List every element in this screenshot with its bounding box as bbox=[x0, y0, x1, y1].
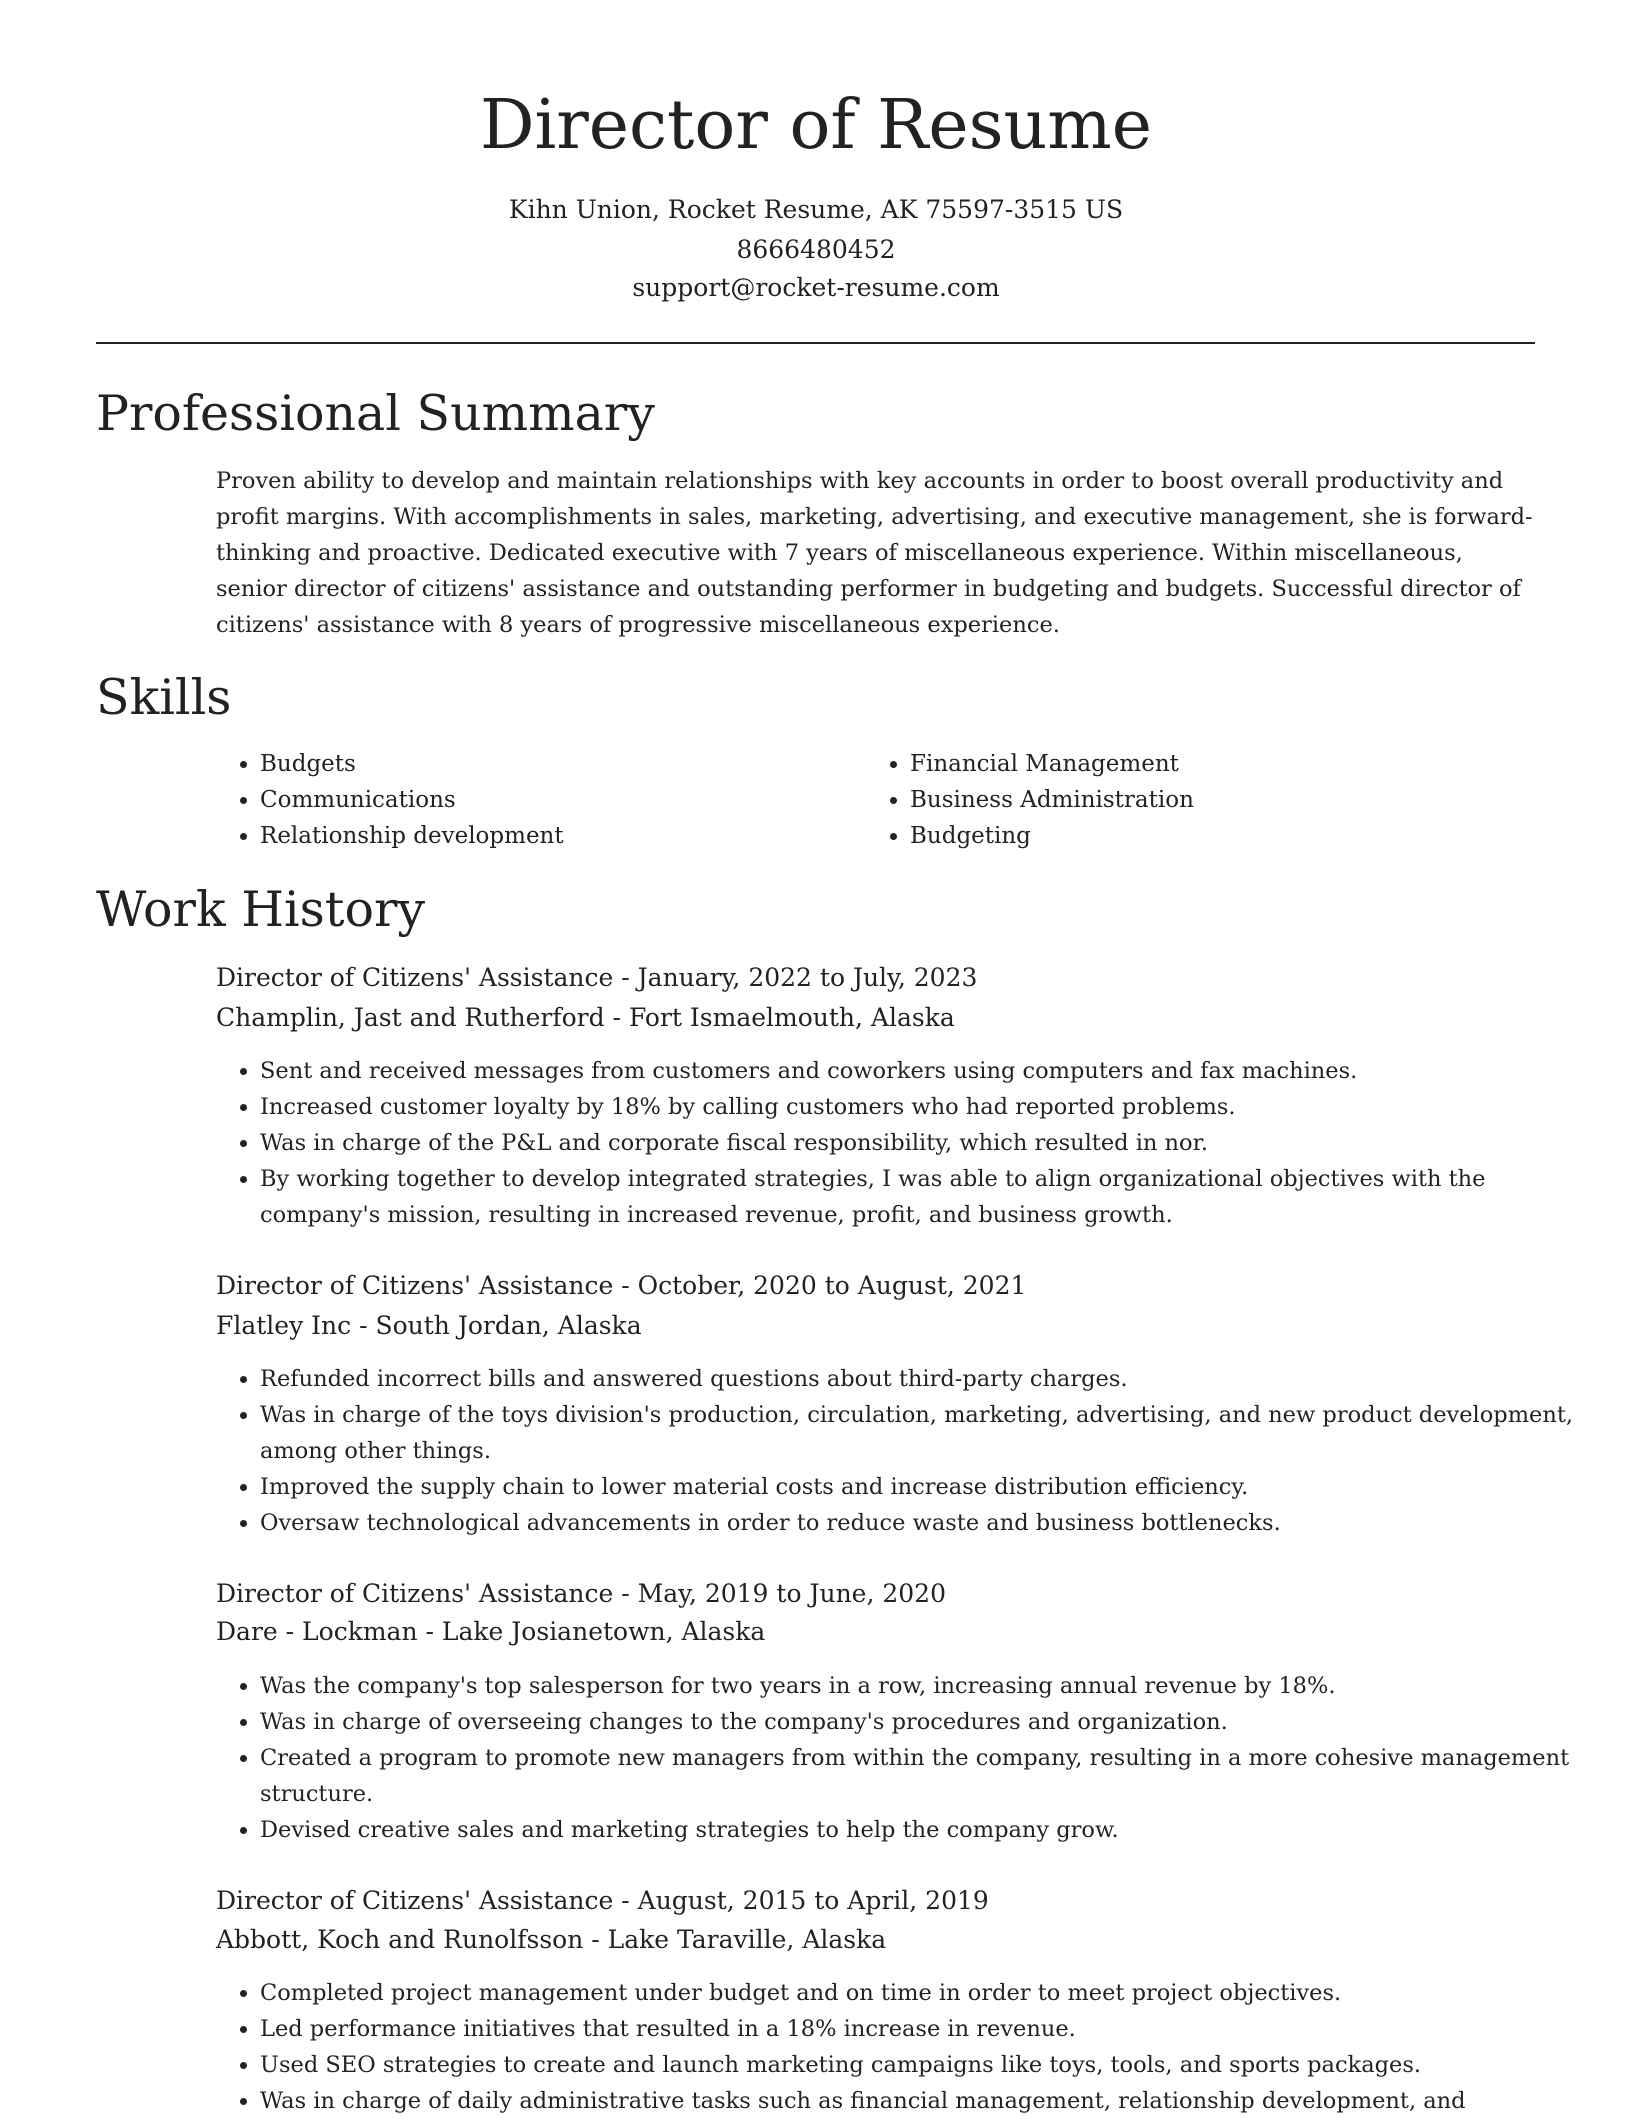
job-bullet: • Created a program to promote new managers from within the company, resulting in a more cohesive management structure. bbox=[260, 1740, 1578, 1812]
resume-name: Director of Resume bbox=[479, 86, 1153, 165]
contact-phone: 8666480452 bbox=[736, 235, 896, 264]
job-bullet: • Was in charge of overseeing changes to the company's procedures and organization. bbox=[260, 1704, 1578, 1740]
job-bullet: • Refunded incorrect bills and answered questions about third-party charges. bbox=[260, 1361, 1578, 1397]
skill-item: • Relationship development bbox=[260, 818, 564, 854]
header-divider bbox=[96, 342, 1535, 344]
job-bullet: • Used SEO strategies to create and launch marketing campaigns like toys, tools, and sports packages. bbox=[260, 2047, 1578, 2083]
contact-address: Kihn Union, Rocket Resume, AK 75597-3515 US bbox=[508, 195, 1124, 224]
job-bullet: • Was the company's top salesperson for two years in a row, increasing annual revenue by 18%. bbox=[260, 1668, 1578, 1704]
job-bullet: • Increased customer loyalty by 18% by calling customers who had reported problems. bbox=[260, 1089, 1578, 1125]
job-company: Dare - Lockman - Lake Josianetown, Alaska bbox=[216, 1617, 766, 1646]
skill-item: • Financial Management bbox=[910, 746, 1194, 782]
summary-text: Proven ability to develop and maintain relationships with key accounts in order to boost overall productivity and profit margins. With accomplishments in sales, marketing, advertising, and executive management, she is forward-thinking and proactive. Dedicated executive with 7 years of miscellaneous experience. Within miscellaneous, senior director of citizens' assistance and outstanding performer in budgeting and budgets. Successful director of citizens' assistance with 8 years of progressive miscellaneous experience. bbox=[216, 468, 1533, 638]
contact-email: support@rocket-resume.com bbox=[632, 273, 1000, 302]
job-title: Director of Citizens' Assistance - October, 2020 to August, 2021 bbox=[216, 1271, 1027, 1300]
job-bullet: • Improved the supply chain to lower material costs and increase distribution efficiency. bbox=[260, 1469, 1578, 1505]
job-title: Director of Citizens' Assistance - May, 2019 to June, 2020 bbox=[216, 1579, 946, 1608]
job-bullet: • Completed project management under budget and on time in order to meet project objectives. bbox=[260, 1975, 1578, 2011]
skill-item: • Budgeting bbox=[910, 818, 1194, 854]
job-bullet: • Led performance initiatives that resulted in a 18% increase in revenue. bbox=[260, 2011, 1578, 2047]
skills-heading: Skills bbox=[96, 669, 232, 726]
skill-item: • Budgets bbox=[260, 746, 564, 782]
job-company: Abbott, Koch and Runolfsson - Lake Taraville, Alaska bbox=[216, 1925, 887, 1954]
job-bullet: • Was in charge of the toys division's production, circulation, marketing, advertising, and new product development, among other things. bbox=[260, 1397, 1578, 1469]
job-bullet: • Was in charge of the P&L and corporate fiscal responsibility, which resulted in nor. bbox=[260, 1125, 1578, 1161]
job-bullets bbox=[216, 1975, 1578, 2119]
job-title: Director of Citizens' Assistance - January, 2022 to July, 2023 bbox=[216, 963, 978, 992]
summary-heading: Professional Summary bbox=[96, 385, 655, 442]
job-bullet: • By working together to develop integrated strategies, I was able to align organizational objectives with the company's mission, resulting in increased revenue, profit, and business growth. bbox=[260, 1161, 1578, 1233]
skills-list-right bbox=[866, 746, 1194, 854]
job-title: Director of Citizens' Assistance - August, 2015 to April, 2019 bbox=[216, 1886, 989, 1915]
skill-item: • Business Administration bbox=[910, 782, 1194, 818]
job-bullet: • Sent and received messages from customers and coworkers using computers and fax machines. bbox=[260, 1053, 1578, 1089]
work-history-heading: Work History bbox=[96, 881, 426, 938]
job-bullet: • Devised creative sales and marketing strategies to help the company grow. bbox=[260, 1812, 1578, 1848]
job-company: Champlin, Jast and Rutherford - Fort Ismaelmouth, Alaska bbox=[216, 1003, 955, 1032]
job-bullets bbox=[216, 1361, 1578, 1541]
job-company: Flatley Inc - South Jordan, Alaska bbox=[216, 1311, 642, 1340]
job-bullet: • Was in charge of daily administrative tasks such as financial management, relationship development, and bbox=[260, 2083, 1578, 2119]
skill-item: • Communications bbox=[260, 782, 564, 818]
skills-list-left bbox=[216, 746, 564, 854]
job-bullet: • Oversaw technological advancements in order to reduce waste and business bottlenecks. bbox=[260, 1505, 1578, 1541]
job-bullets bbox=[216, 1668, 1578, 1848]
job-bullets bbox=[216, 1053, 1578, 1233]
